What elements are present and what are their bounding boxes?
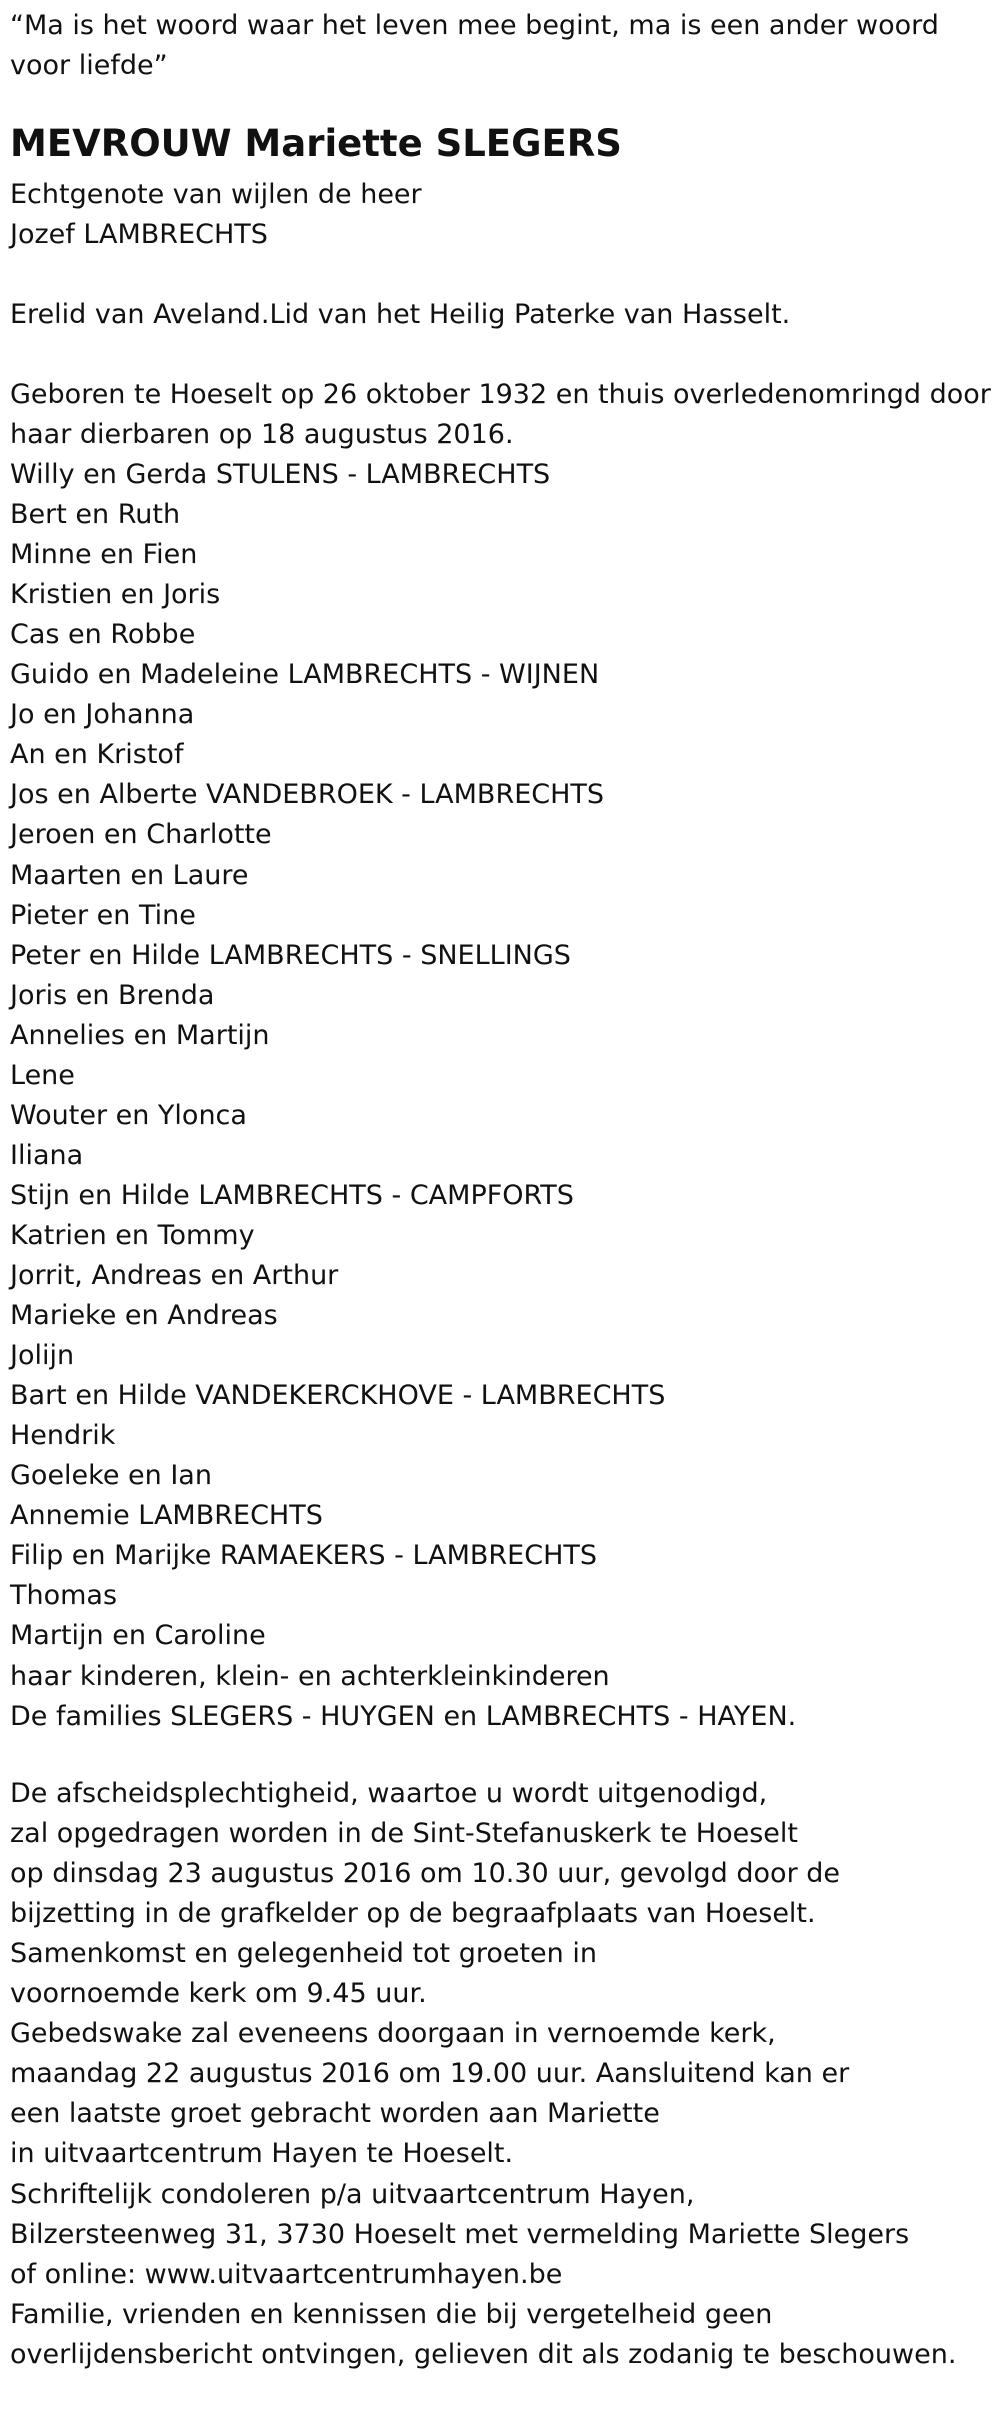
family-line: De families SLEGERS - HUYGEN en LAMBRECHTS - HAYEN. <box>10 1700 797 1732</box>
ceremony-line: Gebedswake zal eveneens doorgaan in vernoemde kerk, <box>10 2018 776 2050</box>
family-line: Maarten en Laure <box>10 859 249 891</box>
ceremony-line: Bilzersteenweg 31, 3730 Hoeselt met vermelding Mariette Slegers <box>10 2218 910 2250</box>
ceremony-line: zal opgedragen worden in de Sint-Stefanuskerk te Hoeselt <box>10 1818 798 1850</box>
ceremony-line: een laatste groet gebracht worden aan Mariette <box>10 2098 660 2130</box>
family-line: Guido en Madeleine LAMBRECHTS - WIJNEN <box>10 659 600 691</box>
family-line: Marieke en Andreas <box>10 1300 278 1332</box>
opening-quote <box>10 6 939 86</box>
family-line: Willy en Gerda STULENS - LAMBRECHTS <box>10 459 551 490</box>
spouse-line: Jozef LAMBRECHTS <box>10 219 268 251</box>
closing-line: Familie, vrienden en kennissen die bij vergetelheid geen <box>10 2299 773 2330</box>
ceremony-line: voornoemde kerk om 9.45 uur. <box>10 1978 427 2010</box>
ceremony-line: maandag 22 augustus 2016 om 19.00 uur. Aansluitend kan er <box>10 2058 850 2090</box>
deceased-name: MEVROUW Mariette SLEGERS <box>10 122 622 165</box>
family-line: Jo en Johanna <box>10 699 195 731</box>
family-line: An en Kristof <box>10 739 184 771</box>
birth-death-line: haar dierbaren op 18 augustus 2016. <box>10 419 514 451</box>
ceremony-line: Schriftelijk condoleren p/a uitvaartcentrum Hayen, <box>10 2178 695 2210</box>
family-line: Peter en Hilde LAMBRECHTS - SNELLINGS <box>10 939 571 971</box>
family-line: Stijn en Hilde LAMBRECHTS - CAMPFORTS <box>10 1179 574 1211</box>
family-line: Joris en Brenda <box>10 979 215 1011</box>
closing-line: overlijdensbericht ontvingen, gelieven dit als zodanig te beschouwen. <box>10 2339 957 2371</box>
quote-line: “Ma is het woord waar het leven mee begint, ma is een ander woord <box>10 10 939 41</box>
ceremony-line: of online: www.uitvaartcentrumhayen.be <box>10 2258 563 2290</box>
family-line: Annelies en Martijn <box>10 1019 270 1051</box>
family-line: Minne en Fien <box>10 539 198 571</box>
ceremony-line: bijzetting in de grafkelder op de begraafplaats van Hoeselt. <box>10 1898 816 1930</box>
family-line: Martijn en Caroline <box>10 1620 266 1652</box>
quote-line: voor liefde” <box>10 50 168 81</box>
family-line: Annemie LAMBRECHTS <box>10 1500 323 1532</box>
family-line: Wouter en Ylonca <box>10 1099 247 1131</box>
ceremony-line: Samenkomst en gelegenheid tot groeten in <box>10 1938 597 1970</box>
ceremony-line: De afscheidsplechtigheid, waartoe u wordt uitgenodigd, <box>10 1778 768 1809</box>
family-line: Jolijn <box>10 1340 75 1372</box>
family-line: Cas en Robbe <box>10 619 196 651</box>
family-line: haar kinderen, klein- en achterkleinkinderen <box>10 1660 610 1692</box>
family-line: Kristien en Joris <box>10 579 221 611</box>
family-line: Bert en Ruth <box>10 499 181 531</box>
ceremony-line: in uitvaartcentrum Hayen te Hoeselt. <box>10 2138 514 2170</box>
family-line: Jorrit, Andreas en Arthur <box>10 1260 339 1291</box>
ceremony-line: op dinsdag 23 augustus 2016 om 10.30 uur, gevolgd door de <box>10 1858 841 1890</box>
honors-line: Erelid van Aveland.Lid van het Heilig Paterke van Hasselt. <box>10 299 791 330</box>
family-line: Bart en Hilde VANDEKERCKHOVE - LAMBRECHTS <box>10 1380 666 1412</box>
spouse-line: Echtgenote van wijlen de heer <box>10 179 422 210</box>
family-line: Jeroen en Charlotte <box>10 819 272 851</box>
family-line: Goeleke en Ian <box>10 1460 212 1492</box>
family-line: Filip en Marijke RAMAEKERS - LAMBRECHTS <box>10 1540 597 1572</box>
family-line: Thomas <box>10 1580 118 1612</box>
family-line: Hendrik <box>10 1420 116 1452</box>
family-line: Iliana <box>10 1139 84 1171</box>
family-line: Pieter en Tine <box>10 899 196 931</box>
family-line: Jos en Alberte VANDEBROEK - LAMBRECHTS <box>10 779 605 811</box>
family-line: Lene <box>10 1059 75 1091</box>
birth-death-line: Geboren te Hoeselt op 26 oktober 1932 en thuis overledenomringd door <box>10 379 991 410</box>
family-line: Katrien en Tommy <box>10 1219 255 1251</box>
